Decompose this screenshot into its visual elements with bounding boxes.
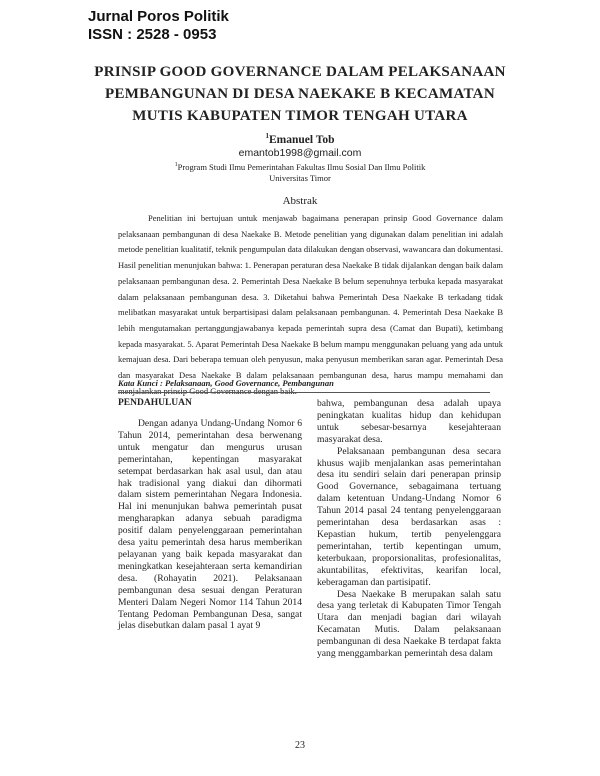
author-email: emantob1998@gmail.com xyxy=(238,147,362,159)
author xyxy=(0,132,600,146)
abstract-text: Penelitian ini bertujuan untuk menjawab bagaimana penerapan prinsip Good Governance dalam pelaksanaan pembangunan di desa Naekake B. Metode penelitian yang digunakan dalam penelitian ini adalah metode penelitian kualitatif, teknik pengumpulan data dilakukan dengan observasi, wawancara dan dokumentasi. Hasil penelitian menunjukan bahwa: 1. Penerapan peraturan desa Naekake B tidak dijalankan dengan baik dalam pelaksanaan pembangunan desa. 2. Pemerintah Desa Naekake B belum sepenuhnya terbuka kepada masyarakat dalam pelaksanaan pembangunan desa. 3. Diketahui bahwa Pemerintah Desa Naekake B terkadang tidak melibatkan masyarakat untuk berpartisipasi dalam pelaksanaan pembangunan. 4. Pemerintah Desa Naekake B lebih mengutamakan pertanggungjawabanya kepada pemerintah supra desa (Camat dan Bupati), ketimbang kepada masyarakat. 5. Aparat Pemerintah Desa Naekake B belum mampu menggunakan peluang yang ada untuk kemajuan desa. Dari beberapa temuan oleh penyusun, maka penyusun memberikan saran agar. Pemerintah Desa dan masyarakat Desa Naekake B dalam pelaksanaan pembangunan desa, harus mampu memahami dan menjalankan prinsip Good Governance dengan baik. xyxy=(118,213,503,396)
keywords: Kata Kunci : Pelaksanaan, Good Governance, Pembangunan xyxy=(118,378,334,388)
body-column-right xyxy=(317,398,501,660)
affiliation-text: Program Studi Ilmu Pemerintahan Fakultas Ilmu Sosial Dan Ilmu Politik xyxy=(177,161,426,172)
keywords-divider xyxy=(118,392,490,393)
paper-title-line-1: PRINSIP GOOD GOVERNANCE DALAM PELAKSANAAN xyxy=(94,64,506,80)
body-paragraph: bahwa, pembangunan desa adalah upaya peningkatan kualitas hidup dan kehidupan untuk sebesar-besarnya kesejahteraan masyarakat desa. xyxy=(317,398,501,445)
abstract-heading: Abstrak xyxy=(282,195,318,207)
journal-issn: ISSN : 2528 - 0953 xyxy=(88,26,217,43)
abstract-body xyxy=(118,211,503,399)
author-name: Emanuel Tob xyxy=(268,133,335,146)
affiliation-line-1 xyxy=(0,160,600,173)
author-superscript: 1 xyxy=(265,132,269,140)
body-paragraph: Pelaksanaan pembangunan desa secara khusus wajib menjalankan asas pemerintahan desa itu sendiri selain dari penerapan prinsip Good Governance, sebagaimana tertuang dalam ketentuan Undang-Undang Nomor 6 Tahun 2014 pasal 24 tentang penyelenggaraan pemerintahan desa berdasarkan asas : Kepastian hukum, tertib penyelenggara pemerintahan, tertib kepentingan umum, keterbukaan, proporsionalitas, profesionalitas, akuntabilitas, efektivitas, kearifan local, keberagaman dan partisipatif. xyxy=(317,445,501,588)
affiliation xyxy=(0,160,600,184)
page-number: 23 xyxy=(295,740,305,751)
paper-title-line-2: PEMBANGUNAN DI DESA NAEKAKE B KECAMATAN xyxy=(105,86,495,102)
body-column-left xyxy=(118,418,302,632)
body-paragraph: Desa Naekake B merupakan salah satu desa yang terletak di Kabupaten Timor Tengah Utara dan menjadi bagian dari wilayah Kecamatan Mutis. Dalam pelaksanaan pembangunan di desa Naekake B terdapat fakta yang menggambarkan pemerintah desa dalam xyxy=(317,588,501,660)
journal-name: Jurnal Poros Politik xyxy=(88,8,229,25)
affiliation-superscript: 1 xyxy=(174,162,178,168)
body-paragraph: Dengan adanya Undang-Undang Nomor 6 Tahun 2014, pemerintahan desa berwenang untuk mengatur dan mengurus urusan pemerintahan, kepentingan masyarakat setempat berdasarkan hak asal usul, dan atau hak tradisional yang diakui dan dihormati dalam sistem pemerintahan Negara Indonesia. Hal ini menunjukan bahwa pemerintah pusat mengharapkan adanya sebuah paradigma positif dalam penyelenggaraan pemerintahan desa yaitu pemerintah desa harus memberikan pelayanan yang baik kepada masyarakat dan meningkatkan kesejahteraan serta kemandirian desa. (Rohayatin 2021). Pelaksanaan pembangunan desa sesuai dengan Peraturan Menteri Dalam Negeri Nomor 114 Tahun 2014 Tentang Pedoman Pembangunan Desa, sangat jelas disebutkan dalam pasal 1 ayat 9 xyxy=(118,418,302,632)
section-heading: PENDAHULUAN xyxy=(118,398,192,408)
paper-title-line-3: MUTIS KABUPATEN TIMOR TENGAH UTARA xyxy=(132,108,468,124)
affiliation-line-2: Universitas Timor xyxy=(269,172,331,183)
